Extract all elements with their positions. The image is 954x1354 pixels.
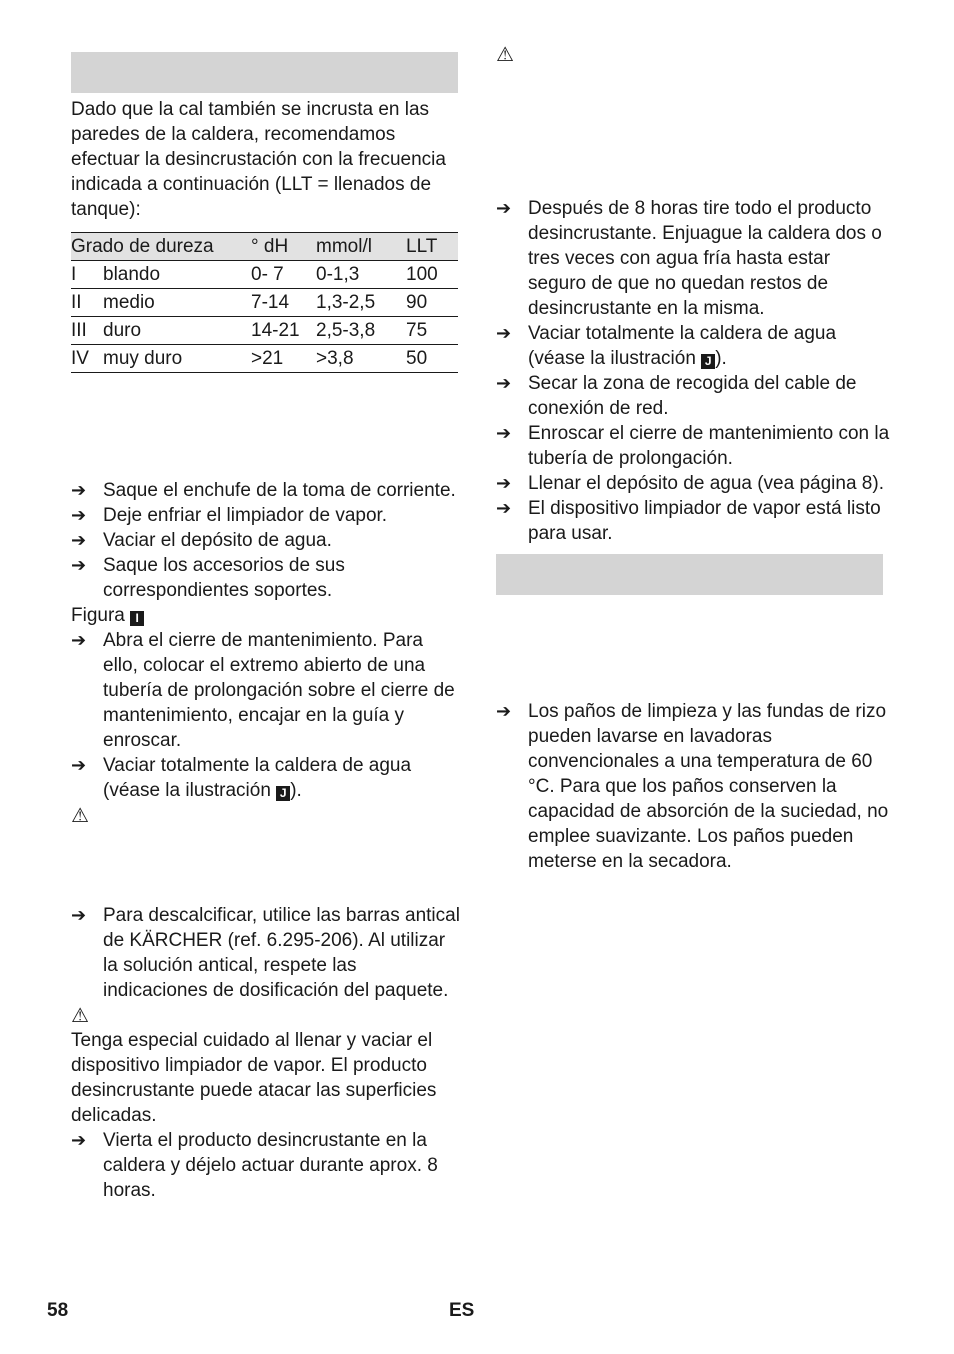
- list-item: [71, 503, 463, 528]
- figure-j-icon: J: [701, 354, 715, 369]
- table-cell: >3,8: [316, 345, 406, 373]
- language-code: ES: [449, 1300, 475, 1321]
- page-number: 58: [47, 1300, 69, 1321]
- list-item-text: ).: [290, 780, 302, 801]
- table-row: [71, 261, 458, 289]
- arrow-right-icon: ➔: [71, 505, 87, 526]
- list-item-text: Saque el enchufe de la toma de corriente.: [103, 480, 456, 501]
- table-cell: II: [71, 289, 103, 317]
- arrow-right-icon: ➔: [71, 905, 87, 926]
- intro-paragraph: Dado que la cal también se incrusta en las paredes de la caldera, recomendamos efectuar la desincrustación con la frecuencia indicada a continuación (LLT = llenados de tanque):: [71, 99, 446, 220]
- list-item-text: Secar la zona de recogida del cable de conexión de red.: [528, 373, 857, 419]
- list-item-text: El dispositivo limpiador de vapor está listo para usar.: [528, 498, 881, 544]
- list-item-text: Llenar el depósito de agua (vea página 8).: [528, 473, 884, 494]
- list-item-text: Saque los accesorios de sus correspondientes soportes.: [103, 555, 345, 601]
- warning-icon: ⚠: [496, 42, 514, 66]
- figure-label: Figura: [71, 605, 125, 626]
- list-item-text: Vierta el producto desincrustante en la caldera y déjelo actuar durante aprox. 8 horas.: [103, 1130, 438, 1201]
- list-item-text: Después de 8 horas tire todo el producto desincrustante. Enjuague la caldera dos o tres veces con agua fría hasta estar seguro de que no quedan restos de desincrustante en la misma.: [528, 198, 882, 319]
- arrow-right-icon: ➔: [71, 555, 87, 576]
- table-cell: >21: [251, 345, 316, 373]
- arrow-right-icon: ➔: [71, 480, 87, 501]
- table-cell: duro: [103, 317, 251, 345]
- table-header-cell: ° dH: [251, 233, 316, 261]
- figure-j-icon: J: [276, 786, 290, 801]
- descale-step: [71, 903, 463, 1003]
- table-cell: III: [71, 317, 103, 345]
- list-item: [496, 471, 892, 496]
- steps-group: [496, 196, 892, 546]
- table-header-cell: mmol/l: [316, 233, 406, 261]
- list-item: [496, 699, 892, 874]
- table-cell: I: [71, 261, 103, 289]
- table-cell: 1,3-2,5: [316, 289, 406, 317]
- list-item: [71, 1128, 463, 1203]
- list-item: [496, 321, 892, 371]
- table-row: [71, 345, 458, 373]
- table-cell: 14-21: [251, 317, 316, 345]
- list-item: [496, 496, 892, 546]
- figure-reference: [71, 603, 463, 628]
- list-item-text: Para descalcificar, utilice las barras antical de KÄRCHER (ref. 6.295-206). Al utilizar la solución antical, respete las indicaciones de dosificación del paquete.: [103, 905, 460, 1001]
- list-item-text: Abra el cierre de mantenimiento. Para ello, colocar el extremo abierto de una tubería de prolongación sobre el cierre de mantenimiento, encajar en la guía y enroscar.: [103, 630, 455, 751]
- table-cell: muy duro: [103, 345, 251, 373]
- table-row: [71, 317, 458, 345]
- arrow-right-icon: ➔: [71, 630, 87, 651]
- list-item-text: Vaciar totalmente la caldera de agua (véase la ilustración: [528, 323, 837, 369]
- list-item-text: ).: [715, 348, 727, 369]
- table-row: [71, 289, 458, 317]
- caution-paragraph: Tenga especial cuidado al llenar y vaciar el dispositivo limpiador de vapor. El producto desincrustante puede atacar las superficies delicadas.: [71, 1030, 437, 1126]
- warning-icon: ⚠: [71, 1003, 89, 1027]
- section-header-bar: [496, 554, 883, 595]
- list-item-text: Enroscar el cierre de mantenimiento con la tubería de prolongación.: [528, 423, 890, 469]
- table-header-cell: LLT: [406, 233, 458, 261]
- list-item-text: Deje enfriar el limpiador de vapor.: [103, 505, 388, 526]
- table-cell: 50: [406, 345, 458, 373]
- list-item: [496, 421, 892, 471]
- table-cell: blando: [103, 261, 251, 289]
- arrow-right-icon: ➔: [71, 1130, 87, 1151]
- list-item: [71, 903, 463, 1003]
- list-item-text: Los paños de limpieza y las fundas de rizo pueden lavarse en lavadoras convencionales a una temperatura de 60 °C. Para que los paños conserven la capacidad de absorción de la suciedad, no emplee suavizante. Los paños pueden meterse en la secadora.: [528, 701, 889, 872]
- arrow-right-icon: ➔: [496, 498, 512, 519]
- figure-i-icon: I: [130, 611, 144, 626]
- list-item: [71, 628, 463, 753]
- cloths-step: [496, 699, 892, 874]
- table-cell: 75: [406, 317, 458, 345]
- table-header-row: [71, 233, 458, 261]
- arrow-right-icon: ➔: [496, 423, 512, 444]
- table-cell: medio: [103, 289, 251, 317]
- list-item-text: Vaciar el depósito de agua.: [103, 530, 332, 551]
- arrow-right-icon: ➔: [496, 323, 512, 344]
- table-cell: 0- 7: [251, 261, 316, 289]
- right-column: [496, 42, 892, 874]
- arrow-right-icon: ➔: [496, 701, 512, 722]
- arrow-right-icon: ➔: [71, 530, 87, 551]
- section-header-bar: [71, 52, 458, 93]
- warning-icon: ⚠: [71, 803, 89, 827]
- list-item: [71, 753, 463, 803]
- left-column: [71, 52, 463, 1203]
- list-item: [71, 478, 463, 503]
- list-item: [71, 528, 463, 553]
- steps-group: [71, 478, 463, 603]
- hardness-table: [71, 232, 458, 373]
- table-cell: 2,5-3,8: [316, 317, 406, 345]
- list-item: [496, 196, 892, 321]
- list-item: [71, 553, 463, 603]
- table-header-cell: Grado de dureza: [71, 233, 251, 261]
- arrow-right-icon: ➔: [496, 373, 512, 394]
- arrow-right-icon: ➔: [496, 198, 512, 219]
- list-item: [496, 371, 892, 421]
- table-cell: 90: [406, 289, 458, 317]
- table-cell: 0-1,3: [316, 261, 406, 289]
- table-cell: IV: [71, 345, 103, 373]
- arrow-right-icon: ➔: [71, 755, 87, 776]
- table-cell: 7-14: [251, 289, 316, 317]
- list-item-text: Vaciar totalmente la caldera de agua (véase la ilustración: [103, 755, 412, 801]
- table-cell: 100: [406, 261, 458, 289]
- arrow-right-icon: ➔: [496, 473, 512, 494]
